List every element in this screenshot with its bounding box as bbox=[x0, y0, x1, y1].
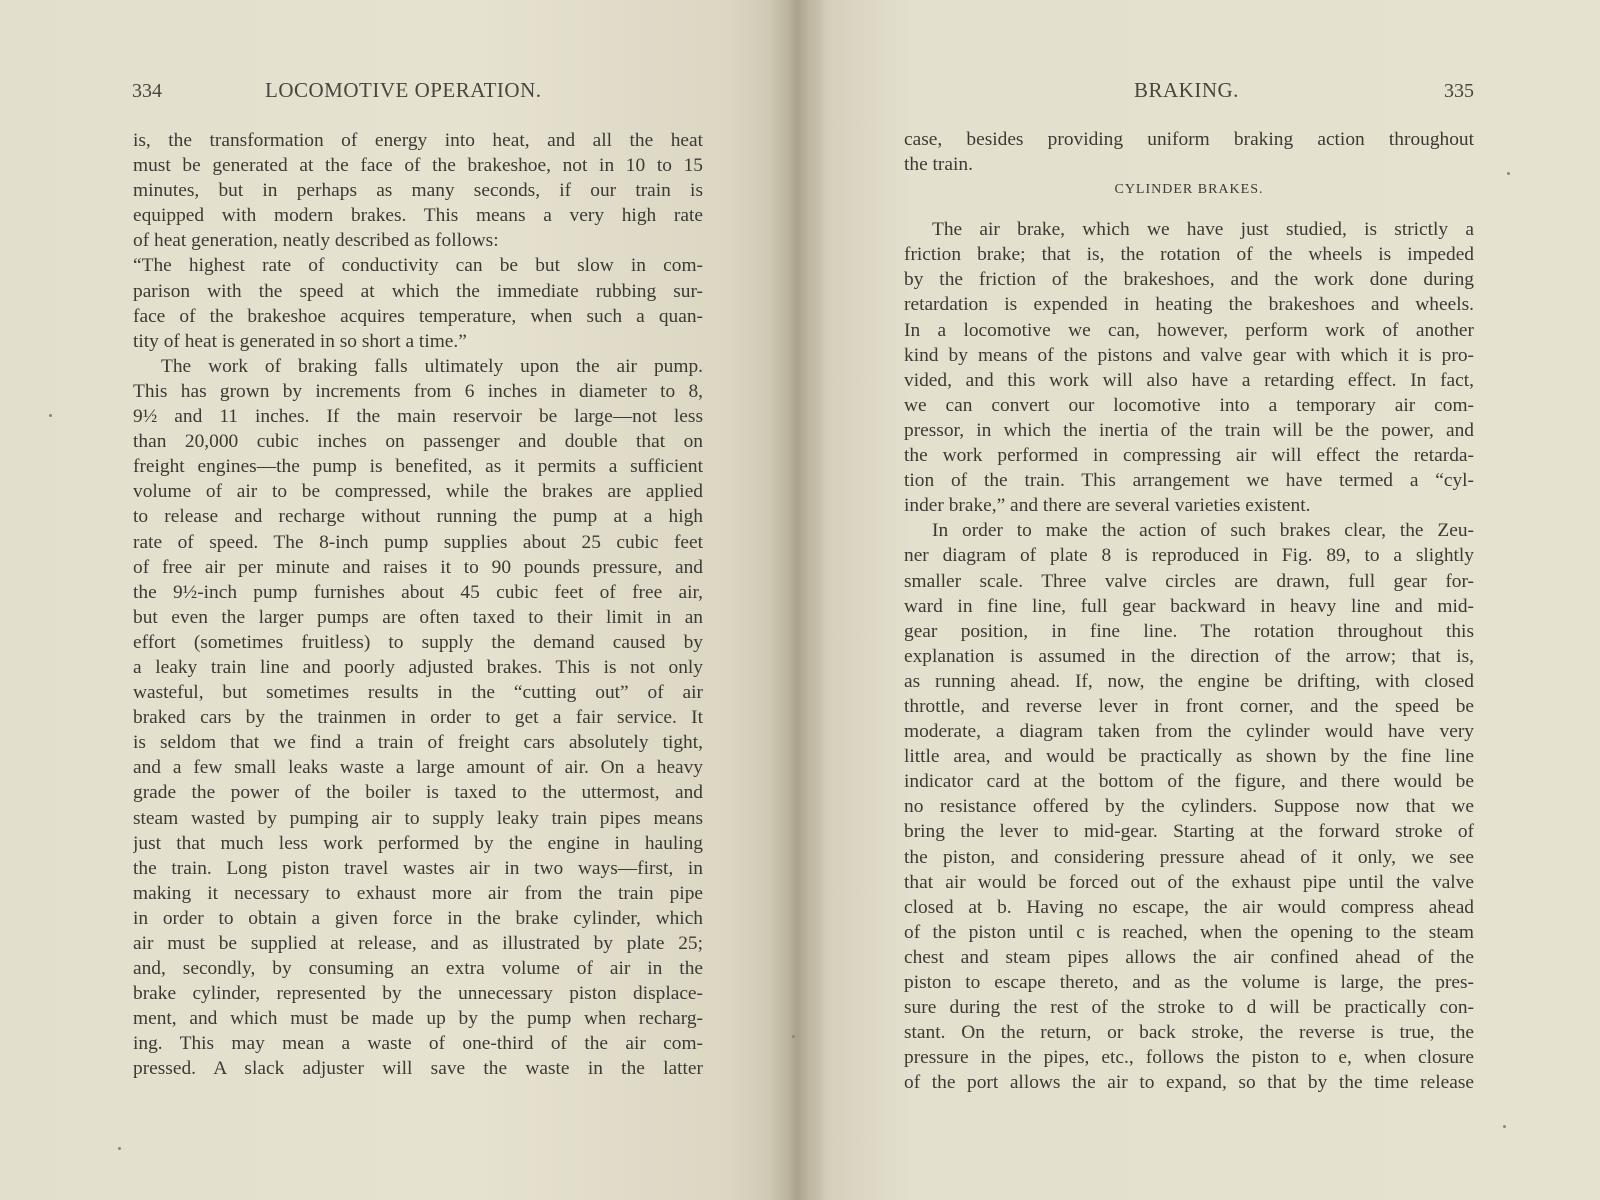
text-line: equipped with modern brakes. This means a very high rate bbox=[133, 205, 703, 227]
text-line: vided, and this work will also have a retarding effect. In fact, bbox=[904, 369, 1474, 391]
text-line: tity of heat is generated in so short a time.” bbox=[133, 330, 467, 352]
right-lines-after-heading bbox=[904, 217, 1474, 1095]
text-line: than 20,000 cubic inches on passenger and double that on bbox=[133, 431, 703, 453]
text-line: kind by means of the pistons and valve gear with which it is pro- bbox=[904, 344, 1474, 366]
left-running-head: LOCOMOTIVE OPERATION. bbox=[265, 78, 542, 102]
text-line: we can convert our locomotive into a temporary air com- bbox=[904, 394, 1474, 416]
left-page-number: 334 bbox=[132, 80, 162, 102]
paper-speck bbox=[1503, 1125, 1506, 1128]
text-line: smaller scale. Three valve circles are drawn, full gear for- bbox=[904, 570, 1474, 592]
text-line: no resistance offered by the cylinders. Suppose now that we bbox=[904, 796, 1474, 818]
text-line: “The highest rate of conductivity can be but slow in com- bbox=[133, 255, 703, 277]
text-line: just that much less work performed by the engine in hauling bbox=[133, 832, 703, 854]
text-line: but even the larger pumps are often taxed to their limit in an bbox=[133, 606, 703, 628]
text-line: tion of the train. This arrangement we have termed a “cyl- bbox=[904, 470, 1474, 492]
right-page bbox=[800, 0, 1600, 1200]
text-line: The air brake, which we have just studied, is strictly a bbox=[932, 219, 1474, 241]
text-line: piston to escape thereto, and as the volume is large, the pres- bbox=[904, 972, 1474, 993]
section-heading: CYLINDER BRAKES. bbox=[1114, 182, 1264, 198]
text-line: closed at b. Having no escape, the air would compress ahead bbox=[904, 896, 1474, 918]
text-line: is, the transformation of energy into heat, and all the heat bbox=[133, 130, 703, 151]
text-line: pressor, in which the inertia of the train will be the power, and bbox=[904, 419, 1474, 441]
text-line: parison with the speed at which the immediate rubbing sur- bbox=[133, 280, 703, 302]
text-line: a leaky train line and poorly adjusted brakes. This is not only bbox=[133, 656, 703, 678]
text-line: inder brake,” and there are several varieties existent. bbox=[904, 495, 1311, 517]
text-line: case, besides providing uniform braking action throughout bbox=[904, 129, 1474, 150]
text-line: steam wasted by pumping air to supply leaky train pipes means bbox=[133, 807, 703, 829]
paper-speck bbox=[1507, 172, 1510, 175]
text-line: is seldom that we find a train of freight cars absolutely tight, bbox=[133, 732, 703, 754]
right-page-number: 335 bbox=[1444, 80, 1474, 102]
text-line: 9½ and 11 inches. If the main reservoir be large—not less bbox=[133, 406, 703, 428]
right-running-head: BRAKING. bbox=[1134, 78, 1239, 102]
text-line: retardation is expended in heating the brakeshoes and wheels. bbox=[904, 294, 1474, 316]
text-line: explanation is assumed in the direction of the arrow; that is, bbox=[904, 645, 1474, 667]
text-line: This has grown by increments from 6 inches in diameter to 8, bbox=[133, 380, 703, 402]
text-line: making it necessary to exhaust more air from the train pipe bbox=[133, 882, 703, 904]
text-line: stant. On the return, or back stroke, the reverse is true, the bbox=[904, 1022, 1474, 1044]
text-line: the train. Long piston travel wastes air in two ways—first, in bbox=[133, 857, 703, 879]
text-line: ward in fine line, full gear backward in heavy line and mid- bbox=[904, 595, 1474, 617]
text-line: gear position, in fine line. The rotation throughout this bbox=[904, 620, 1474, 642]
text-line: that air would be forced out of the exhaust pipe until the valve bbox=[904, 871, 1474, 893]
text-line: little area, and would be practically as shown by the fine line bbox=[904, 746, 1474, 768]
text-line: of heat generation, neatly described as follows: bbox=[133, 230, 499, 252]
text-line: by the friction of the brakeshoes, and the work done during bbox=[904, 269, 1474, 291]
text-line: of the piston until c is reached, when the opening to the steam bbox=[904, 921, 1474, 943]
text-line: must be generated at the face of the brakeshoe, not in 10 to 15 bbox=[133, 155, 703, 177]
paper-speck bbox=[792, 1035, 795, 1038]
text-line: ner diagram of plate 8 is reproduced in Fig. 89, to a slightly bbox=[904, 545, 1474, 567]
text-line: to release and recharge without running the pump at a high bbox=[133, 506, 703, 528]
text-line: in order to obtain a given force in the brake cylinder, which bbox=[133, 907, 703, 929]
text-line: face of the brakeshoe acquires temperature, when such a quan- bbox=[133, 305, 703, 327]
text-line: and a few small leaks waste a large amount of air. On a heavy bbox=[133, 757, 703, 779]
text-line: chest and steam pipes allows the air confined ahead of the bbox=[904, 946, 1474, 968]
text-line: moderate, a diagram taken from the cylinder would have very bbox=[904, 721, 1474, 743]
right-page-body bbox=[904, 127, 1474, 1095]
text-line: air must be supplied at release, and as illustrated by plate 25; bbox=[133, 933, 703, 954]
book-gutter bbox=[770, 0, 825, 1200]
left-page-body bbox=[133, 128, 703, 1082]
left-page bbox=[0, 0, 790, 1200]
text-line: braked cars by the trainmen in order to get a fair service. It bbox=[133, 707, 703, 729]
text-line: minutes, but in perhaps as many seconds, if our train is bbox=[133, 180, 703, 202]
text-line: rate of speed. The 8-inch pump supplies about 25 cubic feet bbox=[133, 531, 703, 553]
text-line: The work of braking falls ultimately upon the air pump. bbox=[161, 355, 703, 377]
text-line: the 9½-inch pump furnishes about 45 cubic feet of free air, bbox=[133, 581, 703, 603]
text-line: as running ahead. If, now, the engine be drifting, with closed bbox=[904, 670, 1474, 692]
text-line: freight engines—the pump is benefited, as it permits a sufficient bbox=[133, 456, 703, 478]
text-line: the work performed in compressing air will effect the retarda- bbox=[904, 445, 1474, 467]
text-line: volume of air to be compressed, while the brakes are applied bbox=[133, 481, 703, 503]
text-line: grade the power of the boiler is taxed to the uttermost, and bbox=[133, 782, 703, 804]
text-line: In order to make the action of such brakes clear, the Zeu- bbox=[932, 520, 1474, 542]
text-line: throttle, and reverse lever in front corner, and the speed be bbox=[904, 695, 1474, 717]
text-line: the piston, and considering pressure ahead of it only, we see bbox=[904, 846, 1474, 868]
text-line: In a locomotive we can, however, perform work of another bbox=[904, 319, 1474, 341]
text-line: and, secondly, by consuming an extra volume of air in the bbox=[133, 958, 703, 980]
paper-speck bbox=[49, 414, 52, 417]
text-line: ing. This may mean a waste of one-third of the air com- bbox=[133, 1033, 703, 1055]
text-line: indicator card at the bottom of the figure, and there would be bbox=[904, 771, 1474, 793]
text-line: pressure in the pipes, etc., follows the piston to e, when closure bbox=[904, 1047, 1474, 1069]
paper-speck bbox=[118, 1147, 121, 1150]
text-line: wasteful, but sometimes results in the “cutting out” of air bbox=[133, 682, 703, 704]
text-line: ment, and which must be made up by the pump when recharg- bbox=[133, 1008, 703, 1030]
right-lines-before-heading bbox=[904, 127, 1474, 177]
text-line: pressed. A slack adjuster will save the waste in the latter bbox=[133, 1058, 703, 1080]
text-line: sure during the rest of the stroke to d will be practically con- bbox=[904, 997, 1474, 1019]
text-line: bring the lever to mid-gear. Starting at the forward stroke of bbox=[904, 821, 1474, 843]
text-line: of the port allows the air to expand, so that by the time release bbox=[904, 1072, 1474, 1094]
text-line: the train. bbox=[904, 154, 973, 176]
text-line: of free air per minute and raises it to 90 pounds pressure, and bbox=[133, 556, 703, 578]
text-line: effort (sometimes fruitless) to supply the demand caused by bbox=[133, 631, 703, 653]
text-line: brake cylinder, represented by the unnecessary piston displace- bbox=[133, 983, 703, 1005]
text-line: friction brake; that is, the rotation of the wheels is impeded bbox=[904, 244, 1474, 266]
